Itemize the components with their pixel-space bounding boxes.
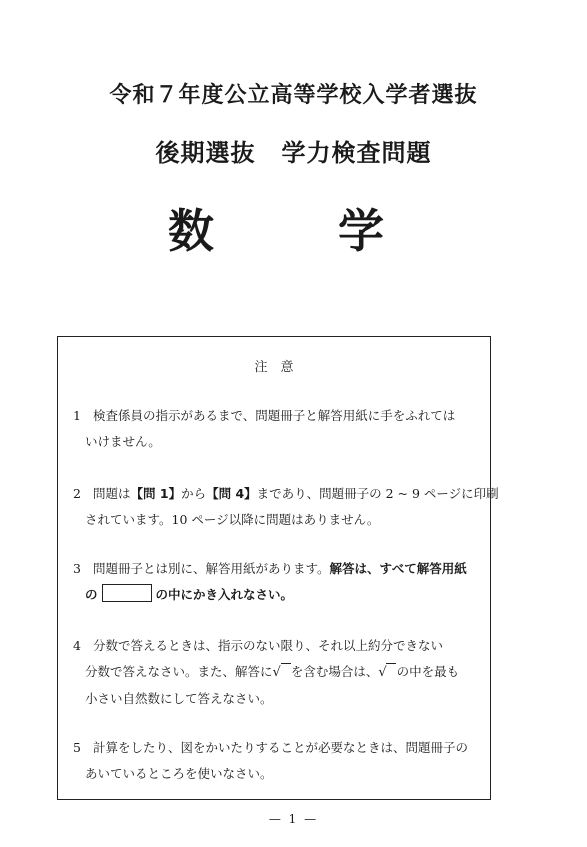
notice-item-text: まであり、問題冊子の 2 ~ 9 ページに印刷: [256, 486, 499, 501]
notice-item-text: 問題冊子とは別に、解答用紙があります。: [93, 561, 330, 576]
notice-item-bold-text: の: [85, 587, 98, 602]
notice-item-1: [73, 403, 483, 455]
notice-heading: 注 意: [254, 360, 294, 375]
exam-subtitle-right: 学力検査問題: [281, 139, 432, 167]
notice-item-text: から: [181, 486, 207, 501]
notice-item-number: 2: [73, 486, 81, 501]
answer-box-illustration: [102, 584, 152, 602]
notice-item-text: 小さい自然数にして答えなさい。: [85, 691, 273, 706]
notice-item-text: 問題は: [93, 486, 131, 501]
notice-item-text: 分数で答えなさい。また、解答に: [85, 664, 273, 679]
question-ref-1: 【問 1】: [130, 486, 182, 501]
notice-item-text: 検査係員の指示があるまで、問題冊子と解答用紙に手をふれては: [93, 408, 456, 423]
subject-char-2: 学: [338, 204, 384, 258]
notice-item-text: を含む場合は、: [290, 664, 379, 679]
exam-title: 令和７年度公立高等学校入学者選抜: [109, 83, 478, 108]
page-number: — 1 —: [268, 812, 319, 826]
square-root-symbol: √: [378, 660, 396, 686]
notice-item-text: いけません。: [85, 434, 161, 449]
notice-box: [57, 336, 499, 800]
notice-item-text: 計算をしたり、図をかいたりすることが必要なときは、問題冊子の: [93, 740, 469, 755]
notice-item-text: の中を最も: [396, 664, 460, 679]
square-root-symbol: √: [273, 660, 291, 686]
notice-item-text: されています。10 ページ以降に問題はありません。: [85, 512, 380, 527]
notice-item-text: あいているところを使いなさい。: [85, 766, 273, 781]
notice-item-text: 分数で答えるときは、指示のない限り、それ以上約分できない: [93, 638, 444, 653]
notice-item-bold-text: の中にかき入れなさい。: [155, 587, 294, 602]
notice-item-2: [73, 481, 499, 533]
question-ref-4: 【問 4】: [206, 486, 257, 501]
notice-item-number: 5: [73, 740, 81, 755]
notice-item-number: 1: [73, 408, 81, 423]
subject-char-1: 数: [168, 204, 214, 258]
notice-item-4: [73, 633, 483, 712]
notice-item-bold-text: 解答は、すべて解答用紙: [329, 561, 467, 576]
notice-item-3: [73, 556, 483, 608]
notice-item-5: [73, 735, 483, 787]
exam-subtitle: [0, 133, 587, 168]
exam-subtitle-left: 後期選抜: [155, 139, 256, 167]
notice-item-number: 3: [73, 561, 81, 576]
notice-item-number: 4: [73, 638, 81, 653]
